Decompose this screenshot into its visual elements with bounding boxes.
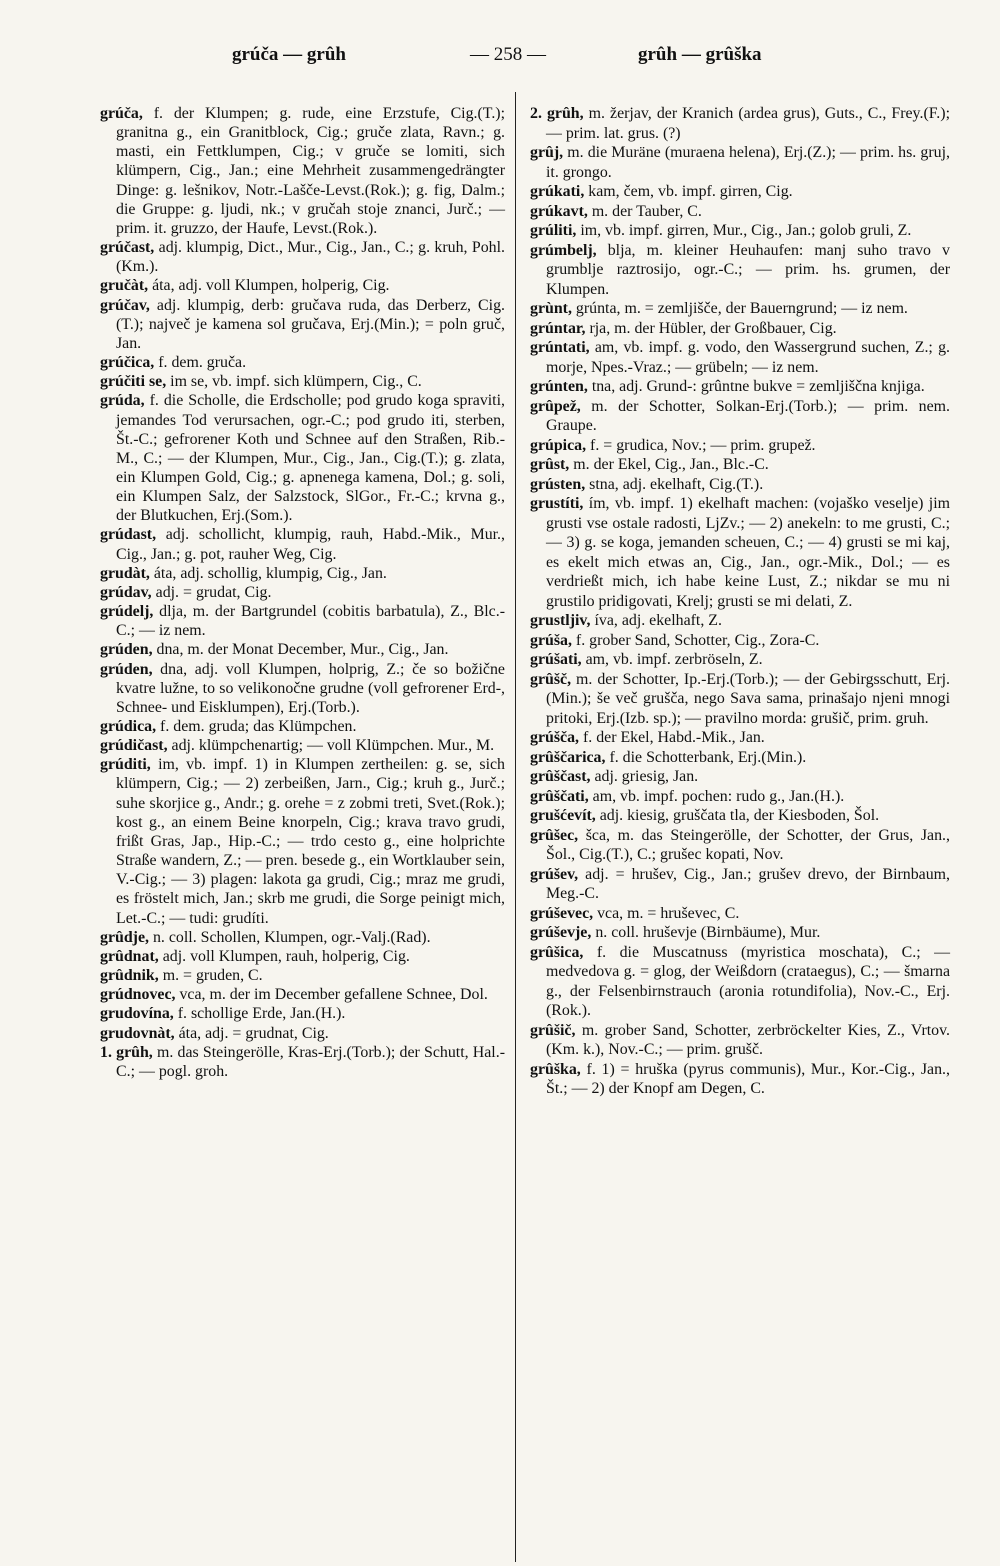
- entry-definition: m. der Schotter, Solkan-Erj.(Torb.); — prim. nem. Graupe.: [546, 397, 950, 434]
- entry-headword: grúnten,: [530, 378, 588, 395]
- entry-headword: grúkavt,: [530, 202, 588, 220]
- dictionary-entry: [530, 221, 950, 241]
- entry-definition: adj. = grudat, Cig.: [151, 583, 272, 601]
- entry-definition: kam, čem, vb. impf. girren, Cig.: [584, 183, 793, 200]
- entry-definition: áta, adj. = grudnat, Cig.: [174, 1024, 329, 1042]
- entry-headword: grúntar,: [530, 319, 586, 337]
- dictionary-entry: [100, 372, 505, 391]
- dictionary-entry: [530, 670, 950, 729]
- entry-headword: grúdelj,: [100, 603, 154, 621]
- dictionary-entry: [530, 748, 950, 768]
- entry-definition: ím, vb. impf. 1) ekelhaft machen: (vojaško veselje) jim grusti vse ostale radosti, LjZv.; — 2) anekeln: to me grusti, C.; — 3) g. se koga, jemanden scheuen, C.; — 4) grusti se mi kaj, es ekelt mich etwas an, Cig., Jan., ogr.-Mik., Dol.; — es verdrießt mich, ich habe keine Lust, Z.; nikdar se mu ni grustilo pridigovati, Krelj; grusti se mi delati, Z.: [546, 495, 950, 610]
- entry-headword: grúčica,: [100, 354, 155, 372]
- entry-definition: dlja, m. der Bartgrundel (cobitis barbatula), Z., Blc.-C.; — iz nem.: [116, 603, 505, 640]
- entry-headword: grûška,: [530, 1060, 581, 1078]
- entry-definition: stna, adj. ekelhaft, Cig.(T.).: [585, 475, 764, 493]
- entry-definition: n. coll. hruševje (Birnbäume), Mur.: [591, 924, 821, 941]
- entry-headword: grúdičast,: [100, 737, 168, 755]
- entry-headword: grûščast,: [530, 768, 591, 785]
- entry-definition: m. žerjav, der Kranich (ardea grus), Guts., C., Frey.(F.); — prim. lat. grus. (?): [546, 105, 950, 142]
- page-number: — 258 —: [470, 44, 546, 65]
- dictionary-entry: [530, 455, 950, 475]
- entry-headword: grúdast,: [100, 526, 157, 544]
- entry-definition: m. das Steingerölle, Kras-Erj.(Torb.); der Schutt, Hal.-C.; — pogl. groh.: [116, 1043, 505, 1080]
- dictionary-entry: [530, 787, 950, 807]
- entry-headword: grùnt,: [530, 300, 572, 317]
- entry-definition: m. = gruden, C.: [158, 967, 263, 985]
- entry-headword: grúditi,: [100, 756, 151, 774]
- entry-headword: grušćevít,: [530, 807, 596, 824]
- left-column: [100, 104, 505, 1081]
- entry-headword: grûščarica,: [530, 748, 606, 766]
- entry-definition: adj. klumpig, Dict., Mur., Cig., Jan., C.; g. kruh, Pohl.(Km.).: [116, 239, 505, 276]
- entry-headword: grúden,: [100, 641, 153, 659]
- dictionary-entry: [100, 296, 505, 353]
- entry-definition: f. dem. gruda; das Klümpchen.: [156, 718, 357, 735]
- entry-definition: m. der Schotter, Ip.-Erj.(Torb.); — der Gebirgsschutt, Erj.(Min.); še več grušča, nego Sava sama, prinašajo njeni mnogi pritoki, Erj.(Izb. sp.); — pravilno morda: grušič, prim. gruh.: [546, 670, 950, 727]
- entry-definition: íva, adj. ekelhaft, Z.: [590, 612, 722, 629]
- entry-definition: n. coll. Schollen, Klumpen, ogr.-Valj.(Rad).: [149, 928, 431, 946]
- entry-headword: grúša,: [530, 631, 572, 649]
- dictionary-entry: [100, 755, 505, 927]
- entry-headword: grúliti,: [530, 222, 577, 239]
- dictionary-entry: [100, 660, 505, 717]
- entry-definition: grúnta, m. = zemljišče, der Bauerngrund; — iz nem.: [571, 300, 908, 317]
- entry-headword: grúdica,: [100, 718, 157, 735]
- entry-definition: tna, adj. Grund-: grûntne bukve = zemljiščna knjiga.: [587, 378, 925, 395]
- dictionary-entry: [100, 1024, 505, 1043]
- entry-headword: grúden,: [100, 660, 153, 678]
- dictionary-entry: [530, 923, 950, 943]
- entry-definition: m. grober Sand, Schotter, zerbröckelter Kies, Z., Vrtov.(Km. k.), Nov.-C.; — prim. grušč.: [546, 1021, 950, 1058]
- dictionary-entry: [530, 475, 950, 495]
- entry-definition: áta, adj. voll Klumpen, holperig, Cig.: [148, 277, 390, 295]
- dictionary-entry: [530, 943, 950, 1021]
- dictionary-entry: [100, 525, 505, 563]
- dictionary-entry: [530, 397, 950, 436]
- entry-definition: m. der Tauber, C.: [587, 202, 702, 220]
- dictionary-entry: [100, 1004, 505, 1023]
- entry-headword: grúšča,: [530, 729, 579, 746]
- dictionary-entry: [100, 564, 505, 583]
- entry-definition: f. die Scholle, die Erdscholle; pod grudo koga spraviti, jemandes Tod verursachen, ogr.-C.; pod grudo iti, sterben, Št.-C.; gefrorener Koth und Schnee auf den Straßen, Rib.-M., C.; — der Klumpen, Mur., Cig., Jan., Cig.(T.); g. zlata, ein Klumpen Gold, Cig.; g. apnenega kamena, Dol.; g. soli, ein Klumpen Salz, der Salzstock, SlGor., Fr.-C.; krvna g., der Blutkuchen, Erj.(Som.).: [116, 392, 505, 525]
- dictionary-entry: [100, 985, 505, 1004]
- dictionary-entry: [530, 728, 950, 748]
- dictionary-entry: [530, 826, 950, 865]
- entry-definition: adj. = hrušev, Cig., Jan.; grušev drevo, der Birnbaum, Meg.-C.: [546, 865, 950, 902]
- entry-definition: f. 1) = hruška (pyrus communis), Mur., Kor.-Cig., Jan., Št.; — 2) der Knopf am Degen, C.: [546, 1060, 950, 1097]
- entry-headword: grustljiv,: [530, 612, 591, 629]
- entry-headword: grústen,: [530, 475, 586, 493]
- entry-headword: grúdnovec,: [100, 986, 176, 1004]
- dictionary-entry: [530, 143, 950, 182]
- dictionary-entry: [100, 238, 505, 276]
- entry-definition: adj. kiesig, gruščata tla, der Kiesboden, Šol.: [595, 807, 880, 824]
- entry-definition: f. schollige Erde, Jan.(H.).: [173, 1005, 346, 1023]
- dictionary-entry: [530, 806, 950, 826]
- entry-definition: f. = grudica, Nov.; — prim. grupež.: [586, 436, 816, 454]
- dictionary-entry: [530, 767, 950, 787]
- entry-headword: grudovína,: [100, 1005, 174, 1023]
- dictionary-entry: [530, 611, 950, 631]
- header-right-guide-words: grûh — grûška: [638, 44, 762, 65]
- entry-headword: grúčast,: [100, 239, 155, 257]
- dictionary-entry: [100, 717, 505, 736]
- header-left-guide-words: grúča — grûh: [232, 44, 346, 65]
- entry-headword: grúda,: [100, 392, 145, 410]
- entry-definition: adj. klumpig, derb: gručava ruda, das Derberz, Cig.(T.); največ je kamena sol gručava, Erj.(Min.); = poln gruč, Jan.: [116, 296, 505, 352]
- dictionary-entry: [530, 494, 950, 611]
- entry-headword: grûšč,: [530, 670, 572, 688]
- dictionary-entry: [530, 241, 950, 300]
- dictionary-entry: [100, 602, 505, 640]
- entry-headword: 2. grûh,: [530, 105, 584, 122]
- entry-definition: m. der Ekel, Cig., Jan., Blc.-C.: [569, 456, 769, 473]
- dictionary-entry: [530, 1021, 950, 1060]
- entry-definition: f. der Ekel, Habd.-Mik., Jan.: [579, 729, 765, 746]
- entry-headword: grustíti,: [530, 495, 584, 512]
- entry-definition: im, vb. impf. 1) in Klumpen zertheilen: g. se, sich klümpern, Cig.; — 2) zerbeißen, Jarn., Cig.; kruh g., Jurč.; suhe skorjice g., Andr.; g. orehe = z zobmi treti, Svet.(Rok.); kost g., an einem Beine knorpeln, Cig.; krava travo grudi, frißt Gras, Jap., Hip.-C.; — trdo cesto g., eine holprichte Straße wandern, Z.; — pren. besede g., ein Wortklauber sein, V.-Cig.; — 3) plagen: lakota ga grudi, Cig.; mraz me grudi, es fröstelt mich, Jan.; skrb me grudi, die Sorge peinigt mich, Let.-C.; — tudi: grudíti.: [116, 756, 505, 927]
- dictionary-entry: [530, 299, 950, 319]
- entry-definition: f. die Muscatnuss (myristica moschata), C.; — medvedova g. = glog, der Weißdorn (crataegus), C.; — šmarna g., der Felsenbirnstrauch (aronia rotundifolia), Nov.-C., Erj.(Rok.).: [546, 943, 950, 1019]
- entry-definition: f. der Klumpen; g. rude, eine Erzstufe, Cig.(T.); granitna g., ein Granitblock, Cig.; gruče zlata, Ravn.; g. masti, ein Fettklumpen, Cig.; v gruče se lomiti, sich klümpern, Cig., Jan.; eine Mehrheit zusammengedrängter Dinge: g. lešnikov, Notr.-Lašče-Levst.(Rok.); g. fig, Dalm.; die Gruppe: g. ljudi, nk.; v gručah stoje znanci, Jurč.; — prim. it. gruzzo, der Haufe, Levst.(Rok.).: [116, 105, 505, 237]
- entry-headword: grûdnat,: [100, 947, 159, 965]
- dictionary-entry: [100, 353, 505, 372]
- entry-headword: grúča,: [100, 105, 143, 122]
- entry-definition: adj. voll Klumpen, rauh, holperig, Cig.: [158, 947, 410, 965]
- entry-headword: grûpež,: [530, 397, 581, 415]
- entry-headword: grûščati,: [530, 787, 589, 805]
- entry-headword: grûst,: [530, 456, 570, 473]
- entry-headword: grúdav,: [100, 583, 152, 601]
- dictionary-entry: [530, 377, 950, 397]
- dictionary-entry: [530, 650, 950, 670]
- dictionary-entry: [100, 966, 505, 985]
- entry-headword: grúševec,: [530, 904, 594, 922]
- entry-headword: grúpica,: [530, 436, 587, 454]
- entry-definition: vca, m. = hruševec, C.: [593, 904, 740, 922]
- dictionary-entry: [100, 583, 505, 602]
- entry-definition: am, vb. impf. zerbröseln, Z.: [581, 651, 763, 668]
- dictionary-entry: [530, 865, 950, 904]
- dictionary-entry: [530, 202, 950, 222]
- entry-headword: grudovnàt,: [100, 1024, 175, 1042]
- entry-headword: grúšati,: [530, 651, 582, 668]
- entry-headword: grúmbelj,: [530, 241, 597, 259]
- entry-definition: šca, m. das Steingerölle, der Schotter, der Grus, Jan., Šol., Cig.(T.), C.; grušec kopati, Nov.: [546, 826, 950, 863]
- entry-definition: blja, m. kleiner Heuhaufen: manj suho travo v grumblje raztrosijo, ogr.-C.; — prim. hs. grumen, der Klumpen.: [546, 241, 950, 298]
- entry-definition: f. dem. gruča.: [154, 354, 247, 372]
- dictionary-entry: [530, 904, 950, 924]
- dictionary-entry: [530, 319, 950, 339]
- page-header: [0, 44, 1000, 78]
- entry-headword: grúkati,: [530, 183, 585, 200]
- entry-headword: grudàt,: [100, 564, 150, 582]
- dictionary-entry: [530, 631, 950, 651]
- entry-definition: rja, m. der Hübler, der Großbauer, Cig.: [585, 319, 837, 337]
- right-column: [530, 104, 950, 1099]
- entry-headword: grûšič,: [530, 1021, 576, 1039]
- dictionary-entry: [530, 1060, 950, 1099]
- entry-definition: adj. klümpchenartig; — voll Klümpchen. Mur., M.: [167, 737, 495, 755]
- dictionary-entry: [100, 928, 505, 947]
- entry-definition: dna, adj. voll Klumpen, holprig, Z.; če so božične kvatre lužne, to so velikonočne grudne (voll gefrorener Erd-, Schnee- und Eisklumpen), Erj.(Torb.).: [116, 660, 505, 716]
- entry-headword: grûdje,: [100, 928, 149, 946]
- dictionary-entry: [100, 1043, 505, 1081]
- entry-headword: gručàt,: [100, 277, 149, 295]
- entry-definition: adj. schollicht, klumpig, rauh, Habd.-Mik., Mur., Cig., Jan.; g. pot, rauher Weg, Cig.: [116, 526, 505, 563]
- dictionary-entry: [530, 436, 950, 456]
- entry-definition: dna, m. der Monat December, Mur., Cig., Jan.: [152, 641, 449, 659]
- dictionary-entry: [100, 276, 505, 295]
- dictionary-entry: [100, 104, 505, 238]
- entry-definition: im, vb. impf. girren, Mur., Cig., Jan.; golob gruli, Z.: [576, 222, 912, 239]
- entry-headword: grúčav,: [100, 296, 150, 314]
- entry-headword: grûšica,: [530, 943, 584, 961]
- entry-definition: adj. griesig, Jan.: [590, 768, 699, 785]
- entry-definition: am, vb. impf. g. vodo, den Wassergrund suchen, Z.; g. morje, Npes.-Vraz.; — grübeln; — iz nem.: [546, 339, 950, 376]
- entry-definition: m. die Muräne (muraena helena), Erj.(Z.); — prim. hs. gruj, it. grongo.: [546, 144, 950, 181]
- entry-headword: grûšec,: [530, 826, 579, 844]
- entry-definition: im se, vb. impf. sich klümpern, Cig., C.: [166, 373, 422, 391]
- dictionary-entry: [530, 338, 950, 377]
- dictionary-entry: [100, 736, 505, 755]
- column-divider: [515, 92, 516, 1562]
- entry-headword: grûdnik,: [100, 967, 159, 985]
- entry-headword: grúšev,: [530, 865, 579, 883]
- entry-headword: grúčiti se,: [100, 373, 167, 391]
- dictionary-entry: [100, 947, 505, 966]
- entry-headword: 1. grûh,: [100, 1043, 153, 1061]
- entry-definition: f. grober Sand, Schotter, Cig., Zora-C.: [571, 631, 820, 649]
- dictionary-entry: [530, 104, 950, 143]
- dictionary-entry: [100, 640, 505, 659]
- entry-headword: grúntati,: [530, 339, 590, 356]
- entry-definition: vca, m. der im December gefallene Schnee, Dol.: [175, 986, 488, 1004]
- entry-definition: f. die Schotterbank, Erj.(Min.).: [605, 748, 807, 766]
- entry-definition: áta, adj. schollig, klumpig, Cig., Jan.: [149, 564, 387, 582]
- entry-headword: grúševje,: [530, 924, 592, 941]
- entry-headword: grûj,: [530, 144, 564, 161]
- dictionary-entry: [100, 391, 505, 525]
- dictionary-entry: [530, 182, 950, 202]
- entry-definition: am, vb. impf. pochen: rudo g., Jan.(H.).: [588, 787, 845, 805]
